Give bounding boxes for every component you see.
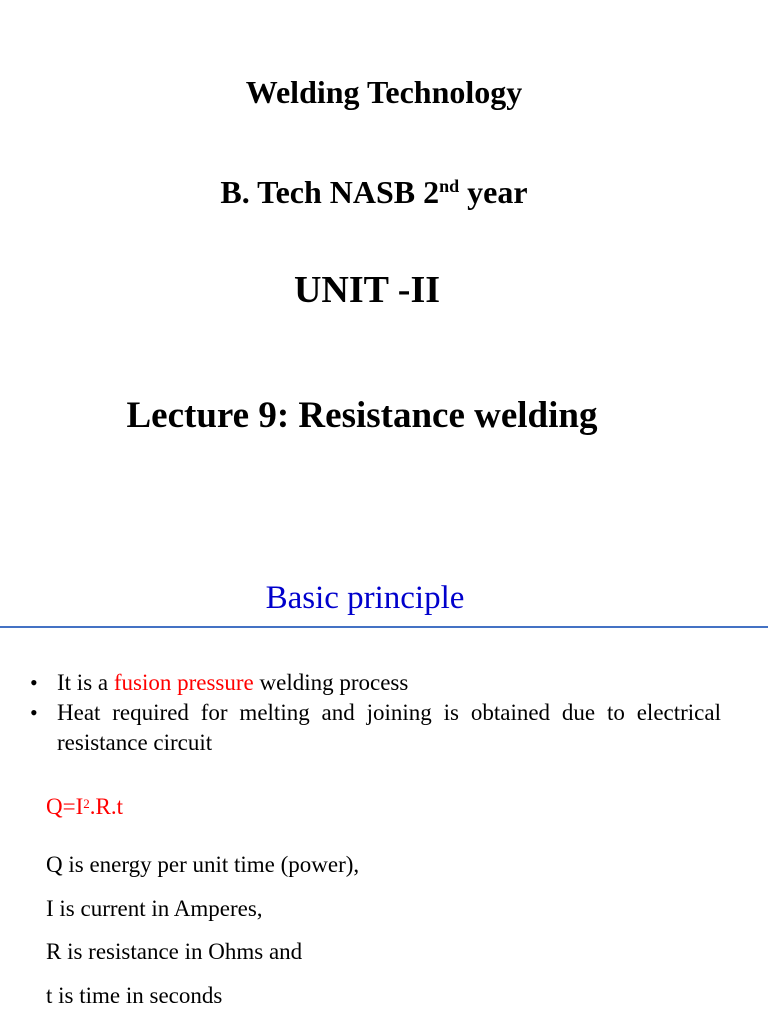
definition-r: R is resistance in Ohms and xyxy=(46,939,303,964)
formula xyxy=(46,794,123,820)
bullet-highlight: fusion pressure xyxy=(113,670,254,695)
bullet-text-before: It is a xyxy=(57,670,114,695)
program-prefix: B. Tech NASB 2 xyxy=(220,174,440,210)
program-ordinal: nd xyxy=(439,176,460,196)
formula-base: Q=I xyxy=(46,794,84,819)
section-heading: Basic principle xyxy=(265,580,465,616)
list-item xyxy=(30,668,721,698)
formula-rest: .R.t xyxy=(89,794,123,819)
definition-i: I is current in Amperes, xyxy=(46,896,263,921)
bullet-icon: • xyxy=(30,670,38,695)
unit-title: UNIT -II xyxy=(293,269,441,311)
program-suffix: year xyxy=(459,174,528,210)
formula-exponent: 2 xyxy=(83,796,90,811)
definition-q: Q is energy per unit time (power), xyxy=(46,852,360,877)
heading-divider xyxy=(0,626,768,628)
definition-t: t is time in seconds xyxy=(46,983,223,1008)
program-line xyxy=(0,174,758,211)
list-item xyxy=(30,698,721,758)
bullet-list xyxy=(30,668,721,758)
bullet-icon: • xyxy=(30,700,38,725)
bullet-text: Heat required for melting and joining is obtained due to electrical resistance circuit xyxy=(57,700,721,755)
lecture-title: Lecture 9: Resistance welding xyxy=(126,395,598,436)
content-slide xyxy=(0,560,768,1024)
course-title: Welding Technology xyxy=(245,74,523,110)
bullet-text-after: welding process xyxy=(253,670,409,695)
